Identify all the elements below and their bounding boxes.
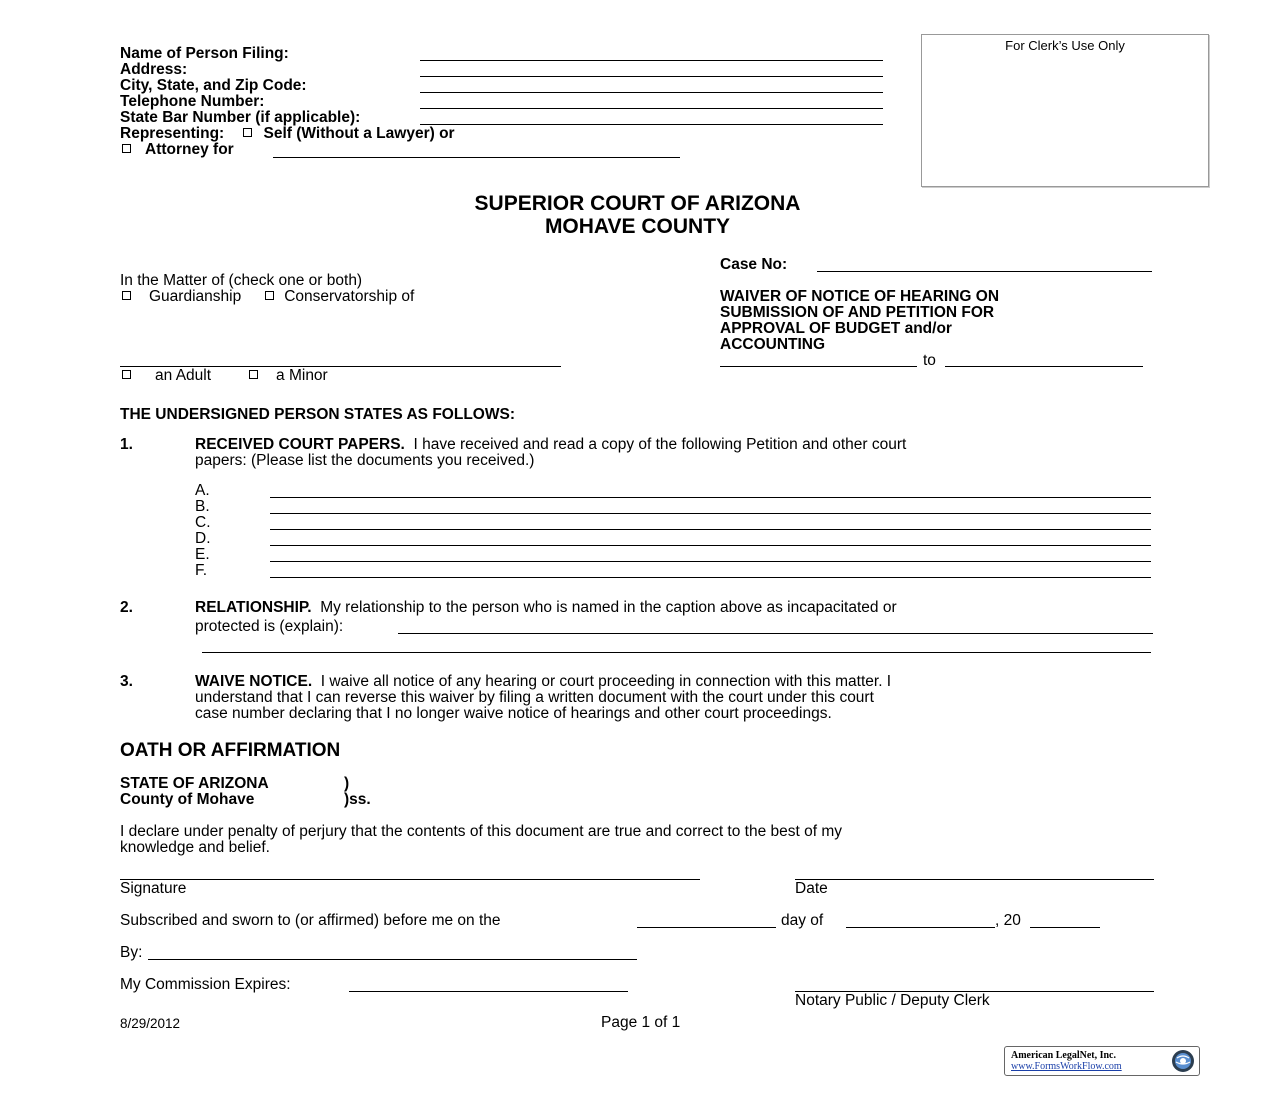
doc-letter-d: D. [195,530,211,547]
doc-letter-a: A. [195,482,210,499]
doc-field-f[interactable] [270,577,1151,578]
item3-number: 3. [120,673,133,690]
guardianship-label: Guardianship [149,288,242,305]
sworn-month-field[interactable] [846,927,995,928]
relationship-field-2[interactable] [202,652,1151,653]
item2-text1: My relationship to the person who is named in the caption above as incapacitated or [320,599,897,616]
conservatorship-label: Conservatorship of [284,288,415,305]
court-title: SUPERIOR COURT OF ARIZONA [474,192,801,215]
declare-line2: knowledge and belief. [120,839,270,856]
phone-label: Telephone Number: [120,93,265,110]
item1-number: 1. [120,436,133,453]
notary-label: Notary Public / Deputy Clerk [795,992,990,1009]
attorney-checkbox[interactable] [122,144,131,153]
bar-label: State Bar Number (if applicable): [120,109,361,126]
item2-number: 2. [120,599,133,616]
doc-title-line2: SUBMISSION OF AND PETITION FOR [720,304,995,321]
bar-field[interactable] [420,124,883,125]
conservatorship-checkbox[interactable] [265,291,274,300]
footer-page: Page 1 of 1 [601,1014,681,1031]
doc-letter-e: E. [195,546,210,563]
county-title: MOHAVE COUNTY [544,215,731,238]
clerk-use-box [921,34,1209,187]
doc-field-e[interactable] [270,561,1151,562]
case-no-label: Case No: [720,256,788,273]
clerk-use-label: For Clerk’s Use Only [1005,38,1125,53]
address-field[interactable] [420,76,883,77]
doc-field-d[interactable] [270,545,1151,546]
representing-label: Representing: [120,125,225,142]
attorney-row [122,142,234,158]
date-field[interactable] [795,879,1154,880]
item3-heading: WAIVE NOTICE. [195,673,313,690]
doc-field-c[interactable] [270,529,1151,530]
sworn-year-field[interactable] [1030,927,1100,928]
self-option-label: Self (Without a Lawyer) or [263,125,455,142]
declare-line1: I declare under penalty of perjury that the contents of this document are true and correct to the best of my [120,823,843,840]
minor-label: a Minor [276,367,328,384]
minor-checkbox[interactable] [249,370,258,379]
item2-line1 [195,600,897,616]
year-prefix: , 20 [995,912,1021,929]
matter-type-row [122,289,414,305]
globe-icon [1171,1049,1195,1073]
item1-text2: papers: (Please list the documents you received.) [195,452,535,469]
item3-text2: understand that I can reverse this waiver by filing a written document with the court under this court [195,689,874,706]
doc-field-b[interactable] [270,513,1151,514]
subscribed-text: Subscribed and sworn to (or affirmed) before me on the [120,912,501,929]
item2-text2: protected is (explain): [195,618,344,635]
doc-title-line3: APPROVAL OF BUDGET and/or [720,320,952,337]
adult-checkbox[interactable] [122,370,131,379]
county-ss: )ss. [344,791,371,808]
state-line: STATE OF ARIZONA [120,775,269,792]
signature-field[interactable] [120,879,700,880]
item1-line1 [195,437,906,453]
by-field[interactable] [148,959,637,960]
commission-label: My Commission Expires: [120,976,291,993]
item1-heading: RECEIVED COURT PAPERS. [195,436,405,453]
sworn-day-field[interactable] [637,927,776,928]
adult-label: an Adult [155,367,212,384]
guardianship-checkbox[interactable] [122,291,131,300]
item1-text1: I have received and read a copy of the following Petition and other court [413,436,907,453]
day-of-label: day of [781,912,824,929]
doc-title-line4: ACCOUNTING [720,336,826,353]
doc-title-line1: WAIVER OF NOTICE OF HEARING ON [720,288,1000,305]
phone-field[interactable] [420,108,883,109]
item2-heading: RELATIONSHIP. [195,599,312,616]
self-checkbox[interactable] [243,128,252,137]
date-label: Date [795,880,828,897]
signature-label: Signature [120,880,187,897]
attorney-option-label: Attorney for [145,141,234,158]
item3-line1 [195,674,891,690]
doc-field-a[interactable] [270,497,1151,498]
american-legalnet-logo[interactable] [1004,1046,1200,1076]
city-field[interactable] [420,92,883,93]
footer-date: 8/29/2012 [120,1016,181,1031]
matter-intro: In the Matter of (check one or both) [120,272,363,289]
relationship-field-1[interactable] [398,633,1153,634]
doc-letter-c: C. [195,514,211,531]
state-paren: ) [344,775,350,792]
city-label: City, State, and Zip Code: [120,77,307,94]
representing-row [120,126,455,142]
to-label: to [923,352,936,369]
by-label: By: [120,944,143,961]
logo-url[interactable]: www.FormsWorkFlow.com [1011,1061,1122,1072]
name-label: Name of Person Filing: [120,45,289,62]
period-end-field[interactable] [945,366,1143,367]
item3-text1: I waive all notice of any hearing or court proceeding in connection with this matter. I [320,673,892,690]
doc-letter-f: F. [195,562,208,579]
logo-company: American LegalNet, Inc. [1011,1050,1116,1061]
oath-heading: OATH OR AFFIRMATION [120,740,341,761]
period-start-field[interactable] [720,366,917,367]
address-label: Address: [120,61,188,78]
item3-text3: case number declaring that I no longer waive notice of hearings and other court proceedings. [195,705,832,722]
age-row [122,368,328,384]
name-field[interactable] [420,60,883,61]
county-line: County of Mohave [120,791,255,808]
attorney-for-field[interactable] [273,157,680,158]
case-no-field[interactable] [817,271,1152,272]
commission-field[interactable] [349,991,628,992]
undersigned-heading: THE UNDERSIGNED PERSON STATES AS FOLLOWS: [120,406,515,423]
doc-letter-b: B. [195,498,210,515]
